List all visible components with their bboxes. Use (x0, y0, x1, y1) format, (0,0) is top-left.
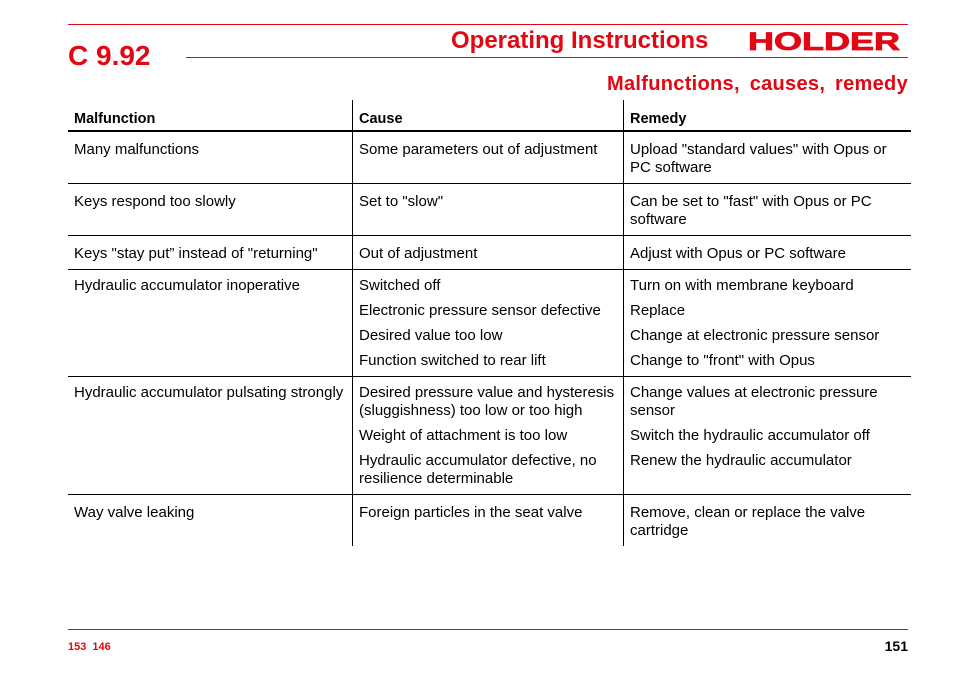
cause-cell (352, 270, 623, 376)
cause-cell (352, 236, 623, 269)
remedy-entry: Can be set to "fast" with Opus or PC software (630, 193, 872, 228)
cause-cell (352, 184, 623, 235)
cause-entry: Foreign particles in the seat valve (359, 504, 583, 521)
malfunction-table (68, 100, 911, 546)
table-row (68, 236, 911, 270)
table-row (68, 495, 911, 546)
table-row (68, 132, 911, 184)
cause-entry: Function switched to rear lift (359, 352, 546, 369)
cause-entry: Some parameters out of adjustment (359, 141, 598, 158)
remedy-entry: Change at electronic pressure sensor (630, 327, 880, 344)
cause-entry: Desired value too low (359, 327, 503, 344)
page-number: 151 (884, 638, 908, 654)
malfunction-cell: Keys respond too slowly (74, 193, 236, 210)
remedy-cell (623, 132, 911, 183)
cause-cell (352, 377, 623, 494)
table-row (68, 377, 911, 495)
remedy-entry: Turn on with membrane keyboard (630, 277, 854, 294)
remedy-entry: Remove, clean or replace the valve cartridge (630, 504, 866, 539)
header-top-rule (68, 24, 908, 25)
remedy-entry: Upload "standard values" with Opus or PC software (630, 141, 887, 176)
holder-logo-text: HOLDER (748, 30, 900, 52)
remedy-entry: Change to "front" with Opus (630, 352, 815, 369)
column-header-malfunction: Malfunction (74, 111, 156, 127)
remedy-cell (623, 495, 911, 546)
malfunction-cell: Many malfunctions (74, 141, 200, 158)
holder-logo (748, 30, 900, 57)
section-title: Malfunctions, causes, remedy (607, 73, 908, 95)
cause-entry: Set to "slow" (359, 193, 444, 210)
remedy-entry: Change values at electronic pressure sensor (630, 384, 878, 419)
table-row (68, 270, 911, 377)
remedy-entry: Adjust with Opus or PC software (630, 245, 846, 262)
malfunction-cell: Hydraulic accumulator inoperative (74, 277, 300, 294)
table-header-row (68, 100, 911, 132)
remedy-cell (623, 184, 911, 235)
table-body (68, 132, 911, 546)
cause-entry: Weight of attachment is too low (359, 427, 568, 444)
remedy-entry: Replace (630, 302, 686, 319)
cause-entry: Out of adjustment (359, 245, 478, 262)
cause-cell (352, 132, 623, 183)
cause-cell (352, 495, 623, 546)
remedy-cell (623, 236, 911, 269)
cause-entry: Switched off (359, 277, 441, 294)
document-number: 153 146 (68, 641, 111, 653)
malfunction-cell: Way valve leaking (74, 504, 195, 521)
holder-logo-mark (748, 30, 900, 52)
cause-entry: Hydraulic accumulator defective, no resilience determinable (359, 452, 597, 487)
footer-rule (68, 629, 908, 630)
cause-entry: Desired pressure value and hysteresis (sluggishness) too low or too high (359, 384, 615, 419)
column-header-remedy: Remedy (623, 100, 911, 130)
column-header-cause: Cause (352, 100, 623, 130)
malfunction-cell: Hydraulic accumulator pulsating strongly (74, 384, 344, 401)
remedy-entry: Renew the hydraulic accumulator (630, 452, 852, 469)
header-underline-rule (186, 57, 908, 58)
cause-entry: Electronic pressure sensor defective (359, 302, 601, 319)
malfunction-cell: Keys "stay put” instead of "returning" (74, 245, 318, 262)
remedy-cell (623, 377, 911, 494)
document-title: Operating Instructions (451, 27, 709, 54)
remedy-entry: Switch the hydraulic accumulator off (630, 427, 870, 444)
table-row (68, 184, 911, 236)
remedy-cell (623, 270, 911, 376)
page-code: C 9.92 (68, 40, 151, 71)
